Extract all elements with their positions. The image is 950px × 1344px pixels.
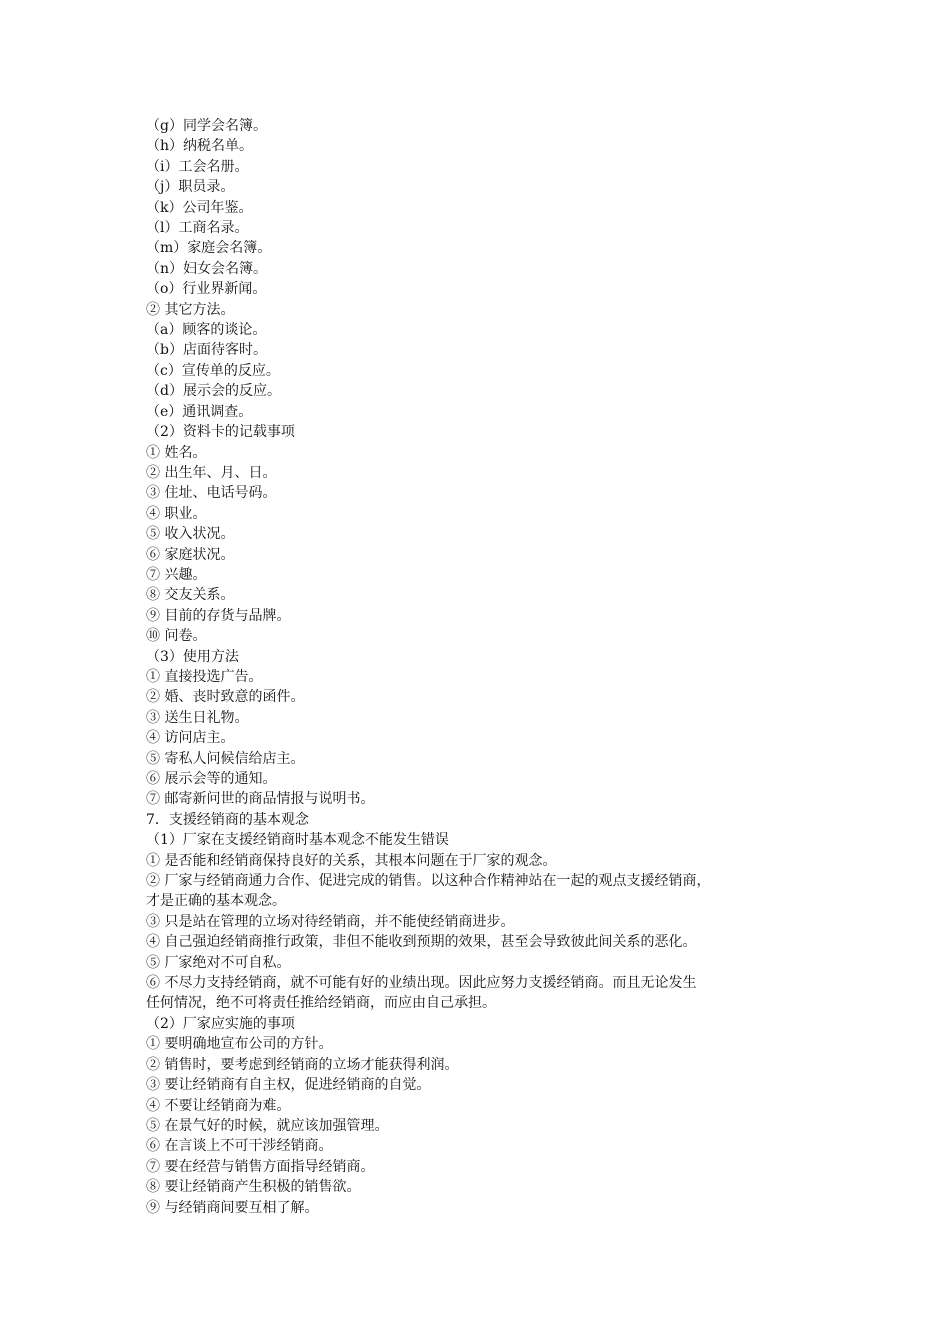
- text-line: （l）工商名录。: [146, 220, 249, 237]
- text-line: （2）厂家应实施的事项: [146, 1015, 295, 1032]
- text-line: ① 要明确地宣布公司的方针。: [146, 1036, 333, 1053]
- text-line: （1）厂家在支援经销商时基本观念不能发生错误: [146, 832, 449, 849]
- text-line: ① 直接投选广告。: [146, 668, 263, 685]
- text-line: ⑨ 与经销商间要互相了解。: [146, 1199, 319, 1216]
- text-line: ⑧ 交友关系。: [146, 587, 235, 604]
- text-line: （h）纳税名单。: [146, 138, 254, 155]
- text-line: （b）店面待客时。: [146, 342, 267, 359]
- text-line: ② 销售时，要考虑到经销商的立场才能获得利润。: [146, 1056, 459, 1073]
- text-line: ⑥ 不尽力支持经销商，就不可能有好的业绩出现。因此应努力支援经销商。而且无论发生: [146, 975, 697, 992]
- text-line: ③ 住址、电话号码。: [146, 485, 277, 502]
- text-line: ⑩ 问卷。: [146, 628, 207, 645]
- text-line: （a）顾客的谈论。: [146, 322, 267, 339]
- text-line: ③ 送生日礼物。: [146, 709, 249, 726]
- text-line: ③ 要让经销商有自主权，促进经销商的自觉。: [146, 1077, 431, 1094]
- text-line: ⑤ 厂家绝对不可自私。: [146, 954, 291, 971]
- text-line: （j）职员录。: [146, 179, 235, 196]
- text-line: ⑦ 兴趣。: [146, 566, 207, 583]
- text-line: 才是正确的基本观念。: [146, 893, 286, 910]
- text-line: ⑥ 展示会等的通知。: [146, 771, 277, 787]
- text-line: （e）通讯调查。: [146, 403, 253, 420]
- text-line: ⑨ 目前的存货与品牌。: [146, 607, 291, 624]
- text-line: ④ 职业。: [146, 505, 207, 522]
- text-line: ④ 访问店主。: [146, 730, 235, 747]
- text-line: ② 厂家与经销商通力合作、促进完成的销售。以这种合作精神站在一起的观点支援经销商，: [146, 873, 711, 890]
- text-line: （n）妇女会名簿。: [146, 260, 268, 277]
- text-line: 7．支援经销商的基本观念: [146, 811, 309, 828]
- text-line: ⑦ 邮寄新问世的商品情报与说明书。: [146, 791, 375, 808]
- text-line: （d）展示会的反应。: [146, 383, 281, 400]
- text-line: ⑧ 要让经销商产生积极的销售欲。: [146, 1179, 361, 1196]
- text-line: （2）资料卡的记载事项: [146, 424, 295, 441]
- text-line: ① 是否能和经销商保持良好的关系，其根本问题在于厂家的观念。: [146, 852, 557, 869]
- text-line: （k）公司年鉴。: [146, 199, 253, 216]
- text-line: ② 出生年、月、日。: [146, 464, 277, 481]
- text-line: ⑤ 在景气好的时候，就应该加强管理。: [146, 1117, 389, 1134]
- text-line: （c）宣传单的反应。: [146, 362, 280, 379]
- text-line: ⑥ 在言谈上不可干涉经销商。: [146, 1138, 333, 1155]
- text-line: （i）工会名册。: [146, 158, 249, 175]
- text-line: （3）使用方法: [146, 648, 239, 665]
- text-line: ④ 自己强迫经销商推行政策，非但不能收到预期的效果，甚至会导致彼此间关系的恶化。: [146, 934, 697, 951]
- text-line: 任何情况，绝不可将责任推给经销商，而应由自己承担。: [146, 995, 496, 1012]
- text-line: ① 姓名。: [146, 444, 207, 461]
- text-line: ③ 只是站在管理的立场对待经销商，并不能使经销商进步。: [146, 913, 515, 930]
- text-line: ② 其它方法。: [146, 301, 235, 318]
- text-line: ⑤ 寄私人问候信给店主。: [146, 750, 305, 767]
- text-line: ⑤ 收入状况。: [146, 526, 235, 543]
- document-body: [146, 116, 826, 1218]
- text-line: （o）行业界新闻。: [146, 281, 267, 298]
- text-line: （g）同学会名簿。: [146, 118, 267, 134]
- text-line: （m）家庭会名簿。: [146, 240, 272, 257]
- text-line: ⑦ 要在经营与销售方面指导经销商。: [146, 1158, 375, 1175]
- text-line: ④ 不要让经销商为难。: [146, 1097, 291, 1114]
- text-line: ⑥ 家庭状况。: [146, 546, 235, 563]
- text-line: ② 婚、丧时致意的函件。: [146, 689, 305, 706]
